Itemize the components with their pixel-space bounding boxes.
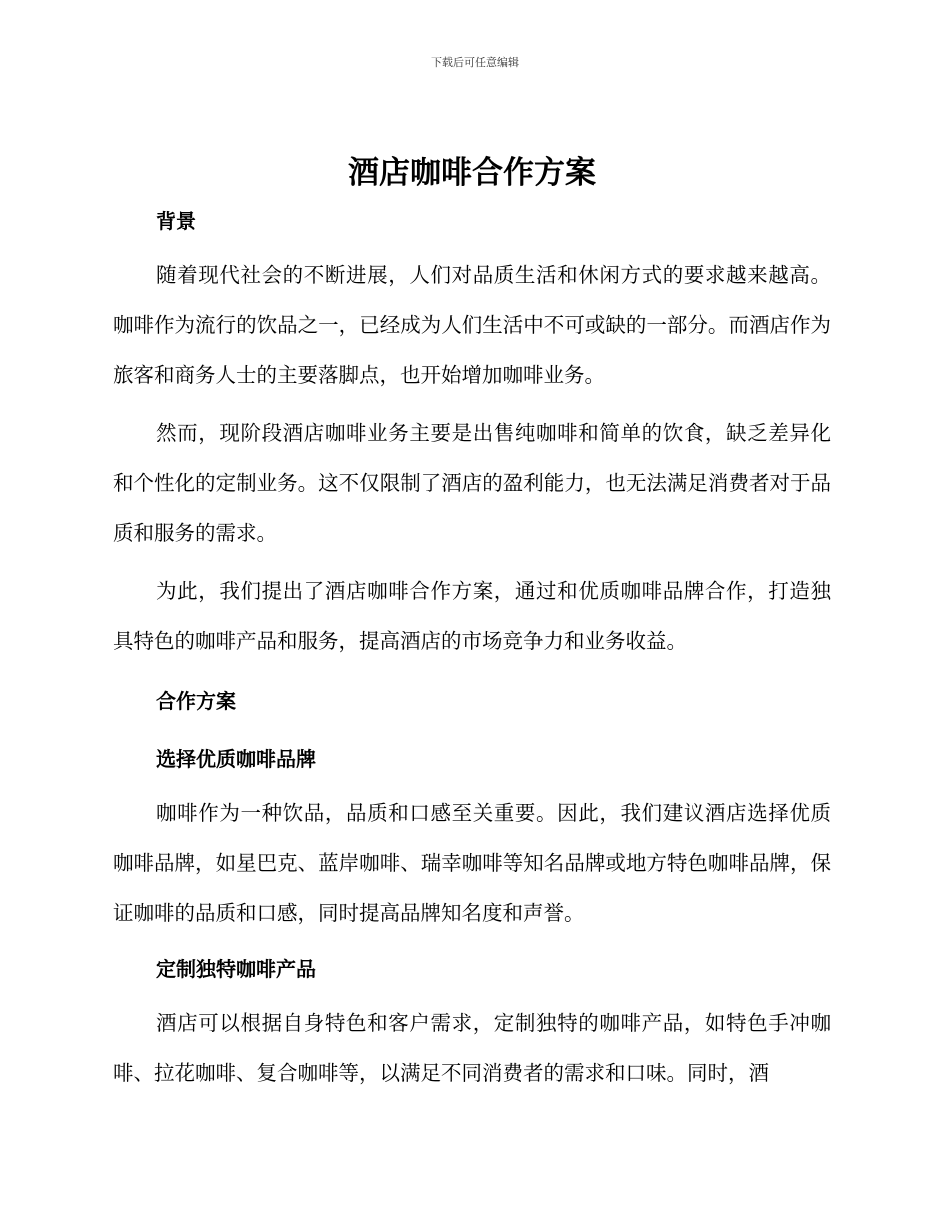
section-heading-plan: 合作方案 bbox=[156, 689, 236, 713]
document-title: 酒店咖啡合作方案 bbox=[348, 155, 596, 191]
paragraph-custom-1: 酒店可以根据自身特色和客户需求，定制独特的咖啡产品，如特色手冲咖啡、拉花咖啡、复合咖啡等，以满足不同消费者的需求和口味。同时，酒 bbox=[113, 1011, 831, 1085]
section-heading-background: 背景 bbox=[156, 209, 196, 233]
paragraph-background-1: 随着现代社会的不断进展，人们对品质生活和休闲方式的要求越来越高。咖啡作为流行的饮品之一，已经成为人们生活中不可或缺的一部分。而酒店作为旅客和商务人士的主要落脚点，也开始增加咖啡业务。 bbox=[113, 263, 831, 387]
paragraph-background-2: 然而，现阶段酒店咖啡业务主要是出售纯咖啡和简单的饮食，缺乏差异化和个性化的定制业务。这不仅限制了酒店的盈利能力，也无法满足消费者对于品质和服务的需求。 bbox=[113, 421, 831, 545]
page-header-note: 下载后可任意编辑 bbox=[431, 56, 519, 69]
paragraph-background-3: 为此，我们提出了酒店咖啡合作方案，通过和优质咖啡品牌合作，打造独具特色的咖啡产品和服务，提高酒店的市场竞争力和业务收益。 bbox=[113, 579, 831, 653]
paragraph-brand-1: 咖啡作为一种饮品，品质和口感至关重要。因此，我们建议酒店选择优质咖啡品牌，如星巴克、蓝岸咖啡、瑞幸咖啡等知名品牌或地方特色咖啡品牌，保证咖啡的品质和口感，同时提高品牌知名度和声誉。 bbox=[113, 801, 831, 925]
section-heading-brand: 选择优质咖啡品牌 bbox=[156, 747, 316, 771]
document-body bbox=[113, 148, 831, 1098]
section-heading-custom: 定制独特咖啡产品 bbox=[156, 957, 316, 981]
